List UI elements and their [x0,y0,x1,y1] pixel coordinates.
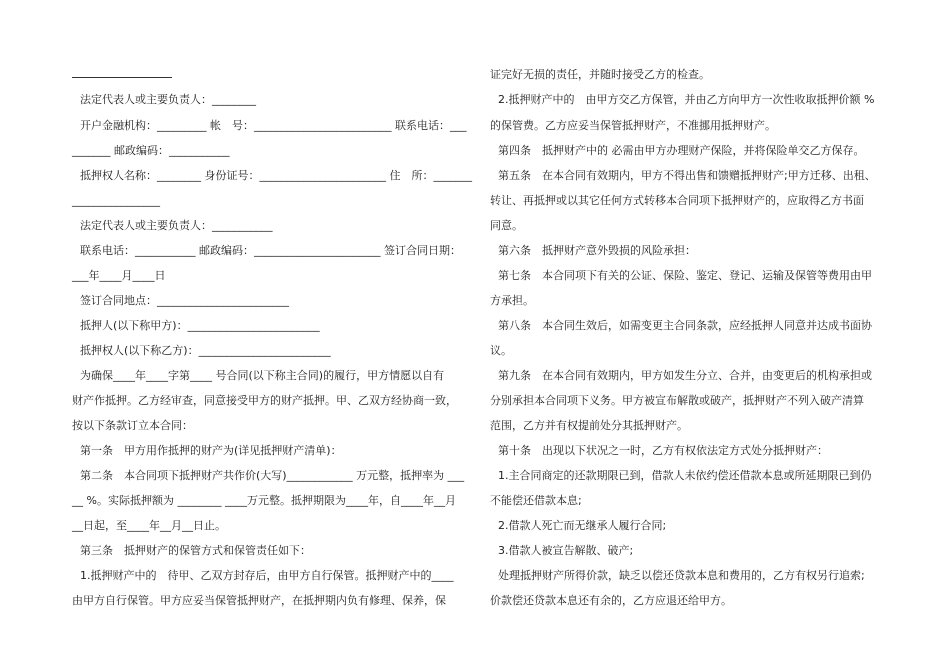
para-line: 转让、再抵押或以其它任何方式转移本合同项下抵押财产的，应取得乙方书面 [490,194,864,207]
para-line: 抵押人(以下称甲方)：________________________ [80,319,320,332]
para-line: 第五条 在本合同有效期内，甲方不得出售和馈赠抵押财产;甲方迁移、出租、 [498,169,876,182]
para-line: 第八条 本合同生效后，如需变更主合同条款，应经抵押人同意并达成书面协 [498,319,872,332]
para-line: 联系电话：___________ 邮政编码：_______________________ 签订合同日期： [80,244,461,257]
para-line: 财产作抵押。乙方经审查，同意接受甲方的财产抵押。甲、乙双方经协商一致， [72,394,457,407]
para-line: 1.抵押财产中的 待甲、乙双方封存后，由甲方自行保管。抵押财产中的____ [80,569,454,582]
para-line: 2.抵押财产中的 由甲方交乙方保管，并由乙方向甲方一次性收取抵押价额 % [498,93,875,106]
para-line: 抵押权人名称：________ 身份证号：_______________________ 住 所：_______ [80,169,472,182]
para-line: 价款偿还贷款本息还有余的，乙方应退还给甲方。 [490,594,732,607]
para-line: 不能偿还借款本息; [490,494,582,507]
para-line: 第一条 甲方用作抵押的财产为(详见抵押财产清单)： [80,444,342,457]
para-line: 第十条 出现以下状况之一时，乙方有权依法定方式处分抵押财产： [498,444,828,457]
para-line: 方承担。 [490,294,534,307]
para-line: 抵押权人(以下称乙方)：________________________ [80,344,331,357]
para-line: 处理抵押财产所得价款，缺乏以偿还贷款本息和费用的，乙方有权另行追索; [498,569,865,582]
para-line: 为确保____年____字第____ 号合同(以下称主合同)的履行，甲方情愿以自有 [80,369,445,382]
para-line: ___年____月____日 [72,269,166,282]
para-line: __日起，至____年__月__日止。 [72,519,226,532]
para-line: 第六条 抵押财产意外毁损的风险承担： [498,244,696,257]
para-line: 第四条 抵押财产中的 必需由甲方办理财产保险，并将保险单交乙方保存。 [498,144,865,157]
para-line: 第二条 本合同项下抵押财产共作价(大写)____________ 万元整，抵押率为 ___ [80,469,465,482]
para-line: ________________ [72,194,160,207]
para-line: 开户金融机构：_________ 帐 号：_________________________ 联系电话：___ [80,119,467,132]
para-line: _______ 邮政编码：___________ [72,144,230,157]
para-line: 范围，乙方并有权提前处分其抵押财产。 [490,419,688,432]
para-line: 法定代表人或主要负责人：________ [80,93,256,106]
para-line: 按以下条款订立本合同： [72,419,193,432]
para-line: 签订合同地点：________________________ [80,294,289,307]
para-line: 3.借款人被宣告解散、破产; [498,544,634,557]
para-line: 第九条 在本合同有效期内，甲方如发生分立、合并，由变更后的机构承担或 [498,369,872,382]
para-line: 第七条 本合同项下有关的公证、保险、鉴定、登记、运输及保管等费用由甲 [498,269,872,282]
para-line: 证完好无损的责任，并随时接受乙方的检查。 [490,68,710,81]
para-line: __ %。实际抵押额为 ________ ____万元整。抵押期限为____年，自____年__月 [72,494,456,507]
para-line: 的保管费。乙方应妥当保管抵押财产，不准挪用抵押财产。 [490,119,776,132]
para-line: 1.主合同商定的还款期限已到，借款人未依约偿还借款本息或所延期限已到仍 [498,469,872,482]
para-line: 第三条 抵押财产的保管方式和保管责任如下： [80,544,311,557]
para-line: 分别承担本合同项下义务。甲方被宣布解散或破产，抵押财产不列入破产清算 [490,394,864,407]
para-line: 由甲方自行保管。甲方应妥当保管抵押财产，在抵押期内负有修理、保养，保 [72,594,446,607]
para-line: 同意。 [490,219,523,232]
para-line: 2.借款人死亡而无继承人履行合同; [498,519,667,532]
para-line: 议。 [490,344,512,357]
para-line: 法定代表人或主要负责人：___________ [80,219,273,232]
blank-line [72,77,172,78]
